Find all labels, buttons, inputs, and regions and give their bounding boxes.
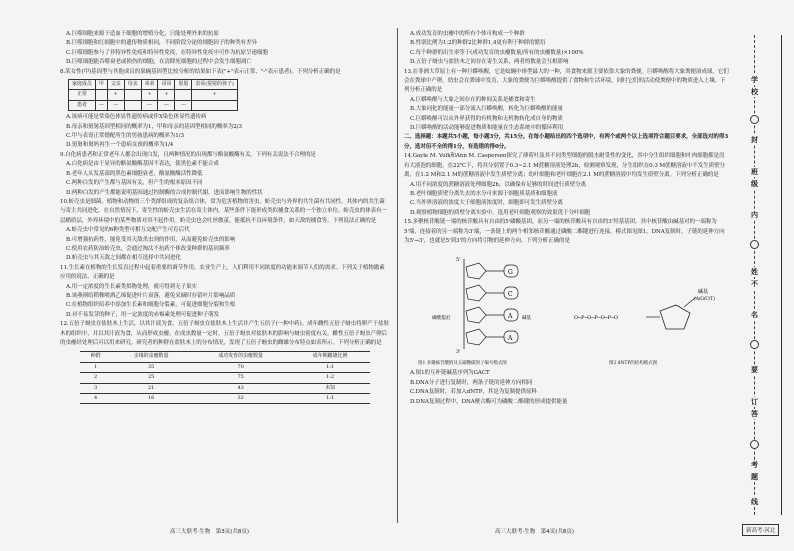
page-footer-left: 高三大联考·生物 第3页(共8页) <box>170 529 250 535</box>
table-cell: 32 <box>191 394 290 404</box>
binding-circle <box>750 440 759 449</box>
gt-cell: + <box>141 90 158 100</box>
base-types-label: (A/G/C/T) <box>694 297 715 303</box>
q9-opt-b: B.老年人头发基部的黑色素细胞衰老，酪氨酸酶活性降低 <box>66 170 203 177</box>
binding-char: 名 <box>747 310 762 320</box>
binding-char: 内 <box>747 210 762 220</box>
q12-opt-b: B.性别比例为1:2的种群2比种群1,4更有利于种群的繁衍 <box>410 40 546 47</box>
figure-area <box>404 249 729 369</box>
table-header-cell: 成年期雌雄比例 <box>290 352 370 362</box>
phosphate-group-chain: O─P─O─P─O─P─O <box>574 315 618 322</box>
gt-cell: — <box>141 100 158 110</box>
fig1-nucleotide-chain <box>432 257 531 355</box>
q13-stem: 13.在非洲大草原上有一种巨蟒唤醒，它是蚊蝇中体型最大的一种，其食物来源主要依靠大象的粪便。巨蟒唤醒将大象粪便滚成球，它们会在粪球中产卵，幼虫会在粪球中发育，大象的粪便为巨蟒唤醒提供了食物和生活环境，同时它们的活动使粪便中的物质进入土壤。下列分析正确的是 <box>404 68 729 94</box>
exam-badge: 新高考·河北 <box>742 524 779 536</box>
q8-opt-a: A.该病可能是常染色体显性遗传病或伴X染色体显性遗传病 <box>66 114 207 121</box>
binding-char: 级 <box>747 179 762 189</box>
q12-opt-d: D.五倍子蚜虫与盐肤木之间存在寄生关系，两者的数量会互相影响 <box>410 59 569 66</box>
q7-opt-b: B.巨噬细胞和红细胞中的遗传物质相同，不同阶段分泌的细胞因子的种类有差异 <box>66 40 257 47</box>
binding-char: 考 <box>747 460 762 470</box>
gt-cell: 父亲 <box>107 80 124 90</box>
gt-cell: 母亲 <box>124 80 141 90</box>
table-cell: 3 <box>80 383 111 393</box>
binding-char: 答 <box>747 409 762 419</box>
binding-circle <box>750 115 759 124</box>
binding-char: 姓 <box>747 267 762 277</box>
phosphate-label: 磷酸基团 <box>432 316 450 322</box>
table-cell: 75 <box>191 373 290 383</box>
q9-opt-c: C.两种白发的产生都与基因有关，但产生的根本原因不同 <box>66 180 203 187</box>
five-prime-label: 5' <box>456 257 461 264</box>
q14-opt-d: D.观察植物细胞的质壁分离实验中，选用老叶细胞观察的效果优于分叶细胞 <box>410 209 591 216</box>
gt-cell <box>95 90 107 100</box>
table-cell: 未知 <box>290 383 370 393</box>
right-column <box>404 30 729 407</box>
table-header-cell: 成功发育的虫瘿数量 <box>191 352 290 362</box>
binding-circle <box>750 340 759 349</box>
table-header-cell: 亲缘的虫瘿数量 <box>111 352 191 362</box>
table-cell: 21 <box>111 383 191 393</box>
gt-cell: — <box>95 100 107 110</box>
q9-opt-d: D.两种白发的产生都能说明基因通过控制酶的合成控制代谢，进而影响生物的性状 <box>66 189 263 196</box>
q15-opt-a: A.图1的互补链碱基序列为GACT <box>410 370 490 377</box>
table-cell: 1:1 <box>290 362 370 372</box>
q13-opt-b: B.大象同化的能量一部分流入巨蟒唤醒，转化为巨蟒唤醒的能量 <box>410 106 563 113</box>
q14-stem: 14.Gayle M. Volk和Ann M. Caspersen探究了薄荷叶及其不同类型细胞的脱水耐受性的变化，其中分生组织细胞和叶肉细胞都是没有大液泡的细胞，在22℃下，将其分别置于0.3~2.1 M蔗糖溶液处理2h，检测观察发现，分生组织在0.3 M蔗糖溶液中不发生质壁分离，在1.2 M和2.1 M的蔗糖溶液中发生质壁分离；幼叶细胞和老叶细胞在2.1 M的蔗糖溶液中均发生质壁分离。下列分析正确的是 <box>404 153 726 179</box>
table-cell: 4 <box>80 394 111 404</box>
q15-opt-d: D.DNA复制过程中，DNA聚合酶可为磷酸二酯键的形成提供能量 <box>410 398 568 405</box>
q13-opt-c: C.巨蟒唤醒可以从外界获得的有机物和无机物转化成自身的物质 <box>410 115 563 122</box>
q10-opt-d: D.蚧壳虫与其天敌之间都在相互选择中共同进化 <box>66 255 181 262</box>
binding-char: 校 <box>747 87 762 97</box>
q10-opt-b: B.可增强抗药性，能免受其天敌杀虫剂的作用，从而避免蚧壳虫的影响 <box>66 236 236 243</box>
binding-char: 封 <box>747 135 762 145</box>
gt-cell <box>124 90 141 100</box>
binding-strip <box>738 35 772 515</box>
q7-opt-d: D.巨噬细胞能吞噬衰老或损伤的细胞，在清除死细胞的过程中会发生细胞凋亡 <box>66 59 252 66</box>
binding-char: 学 <box>747 75 762 85</box>
table-cell: 1:1 <box>290 394 370 404</box>
q8-stem: 8.某女性(甲)基因型与其他成员的果蝇基因型比较分析的结果如下表("+"表示正常，"-"表示患者)。下列分析正确的是 <box>60 68 341 75</box>
gt-cell: + <box>158 90 175 100</box>
gt-cell: — <box>175 100 192 110</box>
q11-opt-b: B.该燕则给稻株喷洒乙烯促进叶片衰落，避免采摘时存留叶片影响品质 <box>66 292 236 299</box>
table-cell: 25 <box>111 373 191 383</box>
q15-stem: 15.多聚核苷酸链一端的核苷酸具有自由的5'磷酸基团，而另一端的核苷酸具有自由的3'羟基基团。其中核苷酸由碱基对的一端称为5'端，连接着的另一端称为3'端，一条链上的两个相邻核苷酸通过磷酸二酯键进行连接，模式图见图1。DNA复制时，子链的延伸方向为5'→3'，也就是5'到3'的方向将引物的延伸方向。下列分析正确的是 <box>404 219 725 244</box>
table-cell: 16 <box>111 394 191 404</box>
gt-cell: 患者 <box>69 100 96 110</box>
base-label: G <box>508 269 513 277</box>
q7-opt-c: C.巨噬细胞参与了非特异性免疫和特异性免疫，在特异性免疫中可作为抗原呈递细胞 <box>66 49 268 56</box>
gt-cell <box>124 100 141 110</box>
q12-stem: 12.五倍子蚜虫在盐肤木上生活，以其汁液为食。五倍子蚜虫在盐肤木上生活并产生五倍子(一种中药)。成年雌性五倍子蚜虫将卵产于盐肤木的组织中，并以其汁液为食，从而形成虫瘿。在成虫数量一定时，五倍子蚜虫对盐肤木的影响与蚜虫密度有关。雌性五倍子蚜虫产卵后的虫瘿经处理后可以用来研究。研究者的种群在盐肤木上的分布情况，发现了五倍子蚜虫的雌雄分布特点如表所示。下列分析正确的是 <box>60 321 389 346</box>
q11-opt-c: C.在植物组织培养中添加生长素和细胞分裂素，可促进细胞分裂和生根 <box>66 302 236 309</box>
base-label: C <box>508 291 513 299</box>
gt-cell: 舅舅 <box>175 80 192 90</box>
base-label: A <box>508 313 513 321</box>
base-text-label: 碱基 <box>698 289 708 296</box>
q9-opt-a: A.白化病是由于显异的酪氨酸酶基因不表达，使黑色素不能合成 <box>66 161 219 168</box>
q8-opt-b: B.母亲和舅舅基因型相同的概率为1，甲和母亲的基因型相同的概率为2/3 <box>66 123 242 130</box>
q9-stem: 9.白化病患者和正常老年人都会出现白发，且两种情况的出现都与酪氨酸酶有关。下列有关说法不合理的是 <box>60 151 316 158</box>
gt-cell: — <box>158 100 175 110</box>
fig2-dntp <box>574 288 715 329</box>
binding-char: 订 <box>747 397 762 407</box>
q10-opt-c: C.使用农药防治蚧壳虫，会通过淘汰不抗药个体改变种群的基因频率 <box>66 245 230 252</box>
binding-char: 线 <box>747 497 762 507</box>
gt-cell: + <box>192 90 237 100</box>
three-prime-label: 3' <box>456 349 461 356</box>
binding-char: 要 <box>747 365 762 375</box>
page-footer-right: 高三大联考·生物 第4页(共8页) <box>495 529 575 535</box>
table-cell: 70 <box>191 362 290 372</box>
gt-cell: 家庭成员 <box>69 80 96 90</box>
gt-cell: — <box>107 100 124 110</box>
binding-char: 不 <box>747 279 762 289</box>
gt-cell: 甲 <box>95 80 107 90</box>
q8-opt-d: D.舅舅和舅妈再生一个患病女孩的概率为1/4 <box>66 142 174 149</box>
left-column <box>60 30 390 407</box>
q14-opt-c: C.当外界溶液的浓度大于细胞液浓度时，细胞即可发生质壁分离 <box>410 200 563 207</box>
table-cell: 43 <box>191 383 290 393</box>
binding-char: 题 <box>747 472 762 482</box>
gt-cell: + <box>107 90 124 100</box>
column-divider <box>397 28 398 523</box>
base-text-label: 碱基 <box>522 316 531 322</box>
fig2-caption: 图2 dNTP的结构模式图 <box>609 361 657 367</box>
base-label: A <box>508 335 513 343</box>
q11-opt-d: D.对不易发芽的种子，用一定浓度的赤霉素处理可促进种子萌发 <box>66 311 220 318</box>
q8-opt-c: C.甲与表哥正常婚配所生的男孩患病的概率为1/3 <box>66 133 184 140</box>
table-cell: 1 <box>80 362 111 372</box>
table-header-cell: 种群 <box>80 352 111 362</box>
page-edge-line <box>781 35 782 515</box>
q10-opt-a: A.蚧壳虫中常见的6种类型可相互交配产生可育后代 <box>66 227 190 234</box>
q13-opt-d: D.巨蟒唤醒的活动能够促进物质和能量在生态系统中的循环利用 <box>410 125 564 132</box>
gt-cell: 弟弟 <box>141 80 158 90</box>
binding-char: 班 <box>747 167 762 177</box>
q15-opt-b: B.DNA分子进行复制时，两条子链的延伸方向相同 <box>410 379 533 386</box>
genotype-table <box>68 79 238 111</box>
table-cell: 35 <box>111 362 191 372</box>
q11-stem: 11.生长素在植物的生长发育过程中起着重要的调节作用，农业生产上，人们利用不同浓度的功能来调节人们的需求。下列关于植物激素应用的说法，正确的是 <box>60 264 385 281</box>
binding-circle <box>750 240 759 249</box>
q11-opt-a: A.用一定浓度的生长素类似物处理，就可得到无子果实 <box>66 283 197 290</box>
section-2-title: 二、选择题：本题共5小题，每小题3分，共15分。在每小题给出的四个选项中，有两个或两个以上选项符合题目要求，全部选对的得3分，选对但不全的得1分，有选错的得0分。 <box>404 134 729 150</box>
q15-opt-c: C.DNA复制时，若加入dNTP，其是为复制提供原料 <box>410 389 537 396</box>
gall-table <box>80 351 370 404</box>
gt-cell <box>192 100 237 110</box>
table-cell: 2 <box>80 373 111 383</box>
q14-opt-a: A.用不同浓度的蔗糖溶液处理细胞2h，以确保有足够的时间进行质壁分离 <box>410 181 587 188</box>
fig1-caption: 图1 多聚核苷酸链及五碳糖碳原子编号模式图 <box>418 361 507 367</box>
q14-opt-b: B.老叶细胞质壁分离失去的水分可来源于细胞质基质和细胞液 <box>410 190 558 197</box>
q12-opt-c: C.每个种群的出生率等于(成功发育的虫瘿数量/所有的虫瘿数量)×100% <box>410 49 584 56</box>
gt-cell: 正常 <box>69 90 96 100</box>
gt-cell: 表哥(舅舅的孩子) <box>192 80 237 90</box>
gt-cell <box>175 90 192 100</box>
gt-cell: 哥哥 <box>158 80 175 90</box>
q10-stem: 10.蚧壳虫是细菌、植物和动物的三个类群组成的复杂组合体，常为危害植物的害虫。蚧壳虫与外界的共生菌有共同性，其体内的共生菌与寄主共同进化。在自然情况下，寄生性的蚧壳虫生活在寄主体内，某些条件下能形成类似捕食关系的一个独立单位。蚧壳虫的体表有一层蜡质层，外界环境中的某些物质对其不起作用。蚧壳虫也会吐丝做茧，能抵抗不良环境条件，如天敌的捕食等。下列说法正确的是 <box>60 198 388 224</box>
table-cell: 1:2 <box>290 373 370 383</box>
q7-opt-a: A.巨噬细胞来源于造血干细胞的增殖分化，只能处理外来的抗原 <box>66 31 219 37</box>
dna-diagram <box>404 249 724 369</box>
q13-opt-a: A.巨蟒唤醒与大象之间存在的种间关系是捕食和寄生 <box>410 96 536 103</box>
q12-opt-a: A.成功发育的虫瘿中的所有个体可构成一个种群 <box>410 31 525 37</box>
